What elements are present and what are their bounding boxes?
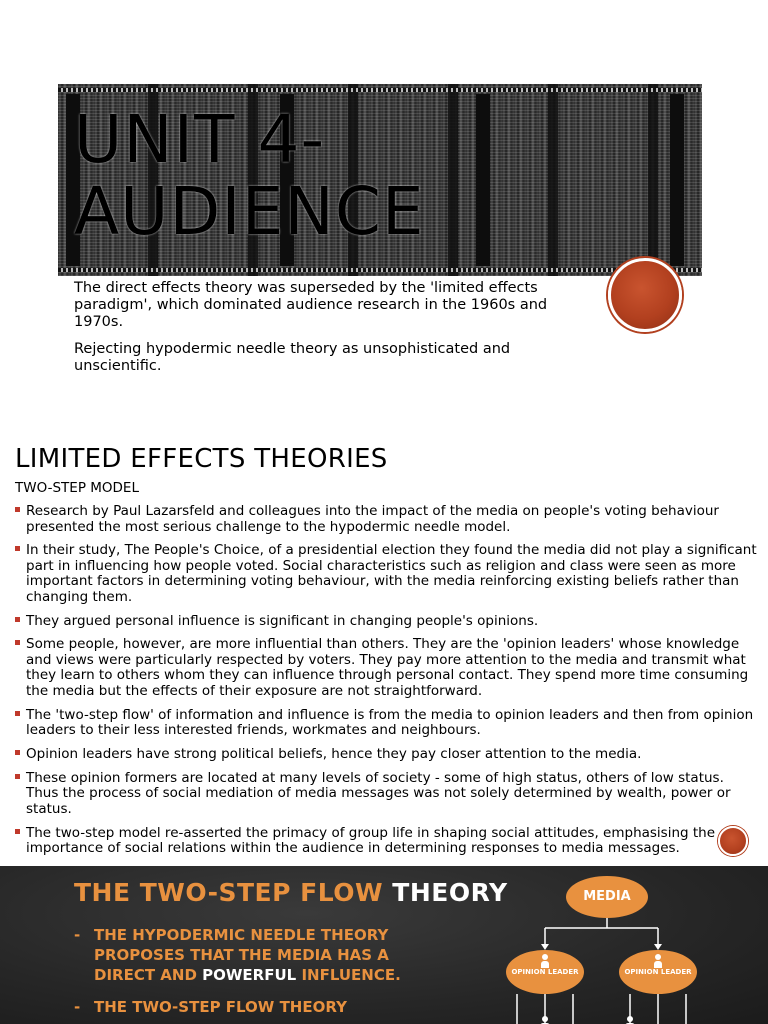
slide-title-line-2: AUDIENCE [74, 173, 425, 250]
bullet-item: Research by Paul Lazarsfeld and colleagues into the impact of the media on people's voting behaviour presented the most serious challenge to the hypodermic needle model. [14, 504, 759, 535]
person-icon [540, 1016, 550, 1024]
slide-subheading: TWO-STEP MODEL [15, 480, 139, 496]
opinion-leader-label: OPINION LEADER [624, 968, 692, 976]
person-icon [541, 954, 549, 967]
banner-film-strip-bottom [58, 268, 702, 272]
theory-point-text-c: INFLUENCE. [296, 966, 401, 984]
bullet-item: They argued personal influence is significant in changing people's opinions. [14, 614, 759, 630]
slide-paragraph: Rejecting hypodermic needle theory as unsophisticated and unscientific. [74, 341, 511, 374]
person-icon [625, 1016, 635, 1024]
slide-title [74, 101, 425, 250]
dash-bullet-icon: - [74, 926, 81, 944]
opinion-leader-label: OPINION LEADER [511, 968, 579, 976]
banner-dark-bar [670, 94, 684, 266]
slide-unit-4-audience [0, 0, 768, 430]
bullet-item: In their study, The People's Choice, of a presidential election they found the media did not play a significant part in influencing how people voted. Social characteristics such as religion and class were seen as more important factors in determining voting behaviour, with the media reinforcing existing beliefs rather than changing them. [14, 543, 759, 605]
slide-two-step-flow-theory [0, 866, 768, 1024]
diagram-connectors [0, 866, 768, 1024]
media-node: MEDIA [566, 876, 648, 918]
bullet-item: These opinion formers are located at many levels of society - some of high status, others of low status. Thus the process of social mediation of media messages was not solely determined by wealth, power or status. [14, 771, 759, 818]
title-part-orange: THE TWO-STEP FLOW [74, 878, 393, 907]
bullet-item: The two-step model re-asserted the primacy of group life in shaping social attitudes, emphasising the importance of social relations within the audience in determining responses to media messages. [14, 826, 759, 857]
slide-paragraph: The direct effects theory was superseded by the 'limited effects paradigm', which dominated audience research in the 1960s and 1970s. [74, 280, 548, 330]
decorative-circle-icon [608, 258, 682, 332]
opinion-leader-node [619, 950, 697, 994]
opinion-leader-node [506, 950, 584, 994]
theory-point-text: THE TWO-STEP FLOW THEORY [94, 998, 347, 1016]
slide-heading: LIMITED EFFECTS THEORIES [15, 444, 388, 474]
bullet-item: Opinion leaders have strong political beliefs, hence they pay closer attention to the media. [14, 747, 759, 763]
banner-dark-bar [476, 94, 490, 266]
person-icon [654, 954, 662, 967]
theory-point-text-emphasis: POWERFUL [202, 966, 297, 984]
theory-point-text-a: THE HYPODERMIC NEEDLE THEORY PROPOSES THAT THE MEDIA HAS A DIRECT AND [94, 926, 389, 984]
dash-bullet-icon: - [74, 998, 81, 1016]
bullet-list [14, 504, 759, 865]
slide-title-line-1: UNIT 4- [74, 101, 326, 178]
decorative-circle-icon [718, 826, 748, 856]
bullet-item: The 'two-step flow' of information and influence is from the media to opinion leaders and then from opinion leaders to their less interested friends, workmates and neighbours. [14, 708, 759, 739]
banner-film-strip-top [58, 88, 702, 92]
bullet-item: Some people, however, are more influential than others. They are the 'opinion leaders' whose knowledge and views were particularly respected by voters. They pay more attention to the media and transmit what they learn to others whom they can influence through personal contact. They spend more time consuming the media but the effects of their exposure are not straightforward. [14, 637, 759, 699]
title-part-white: THEORY [392, 878, 508, 907]
slide-limited-effects-theories [0, 430, 768, 866]
